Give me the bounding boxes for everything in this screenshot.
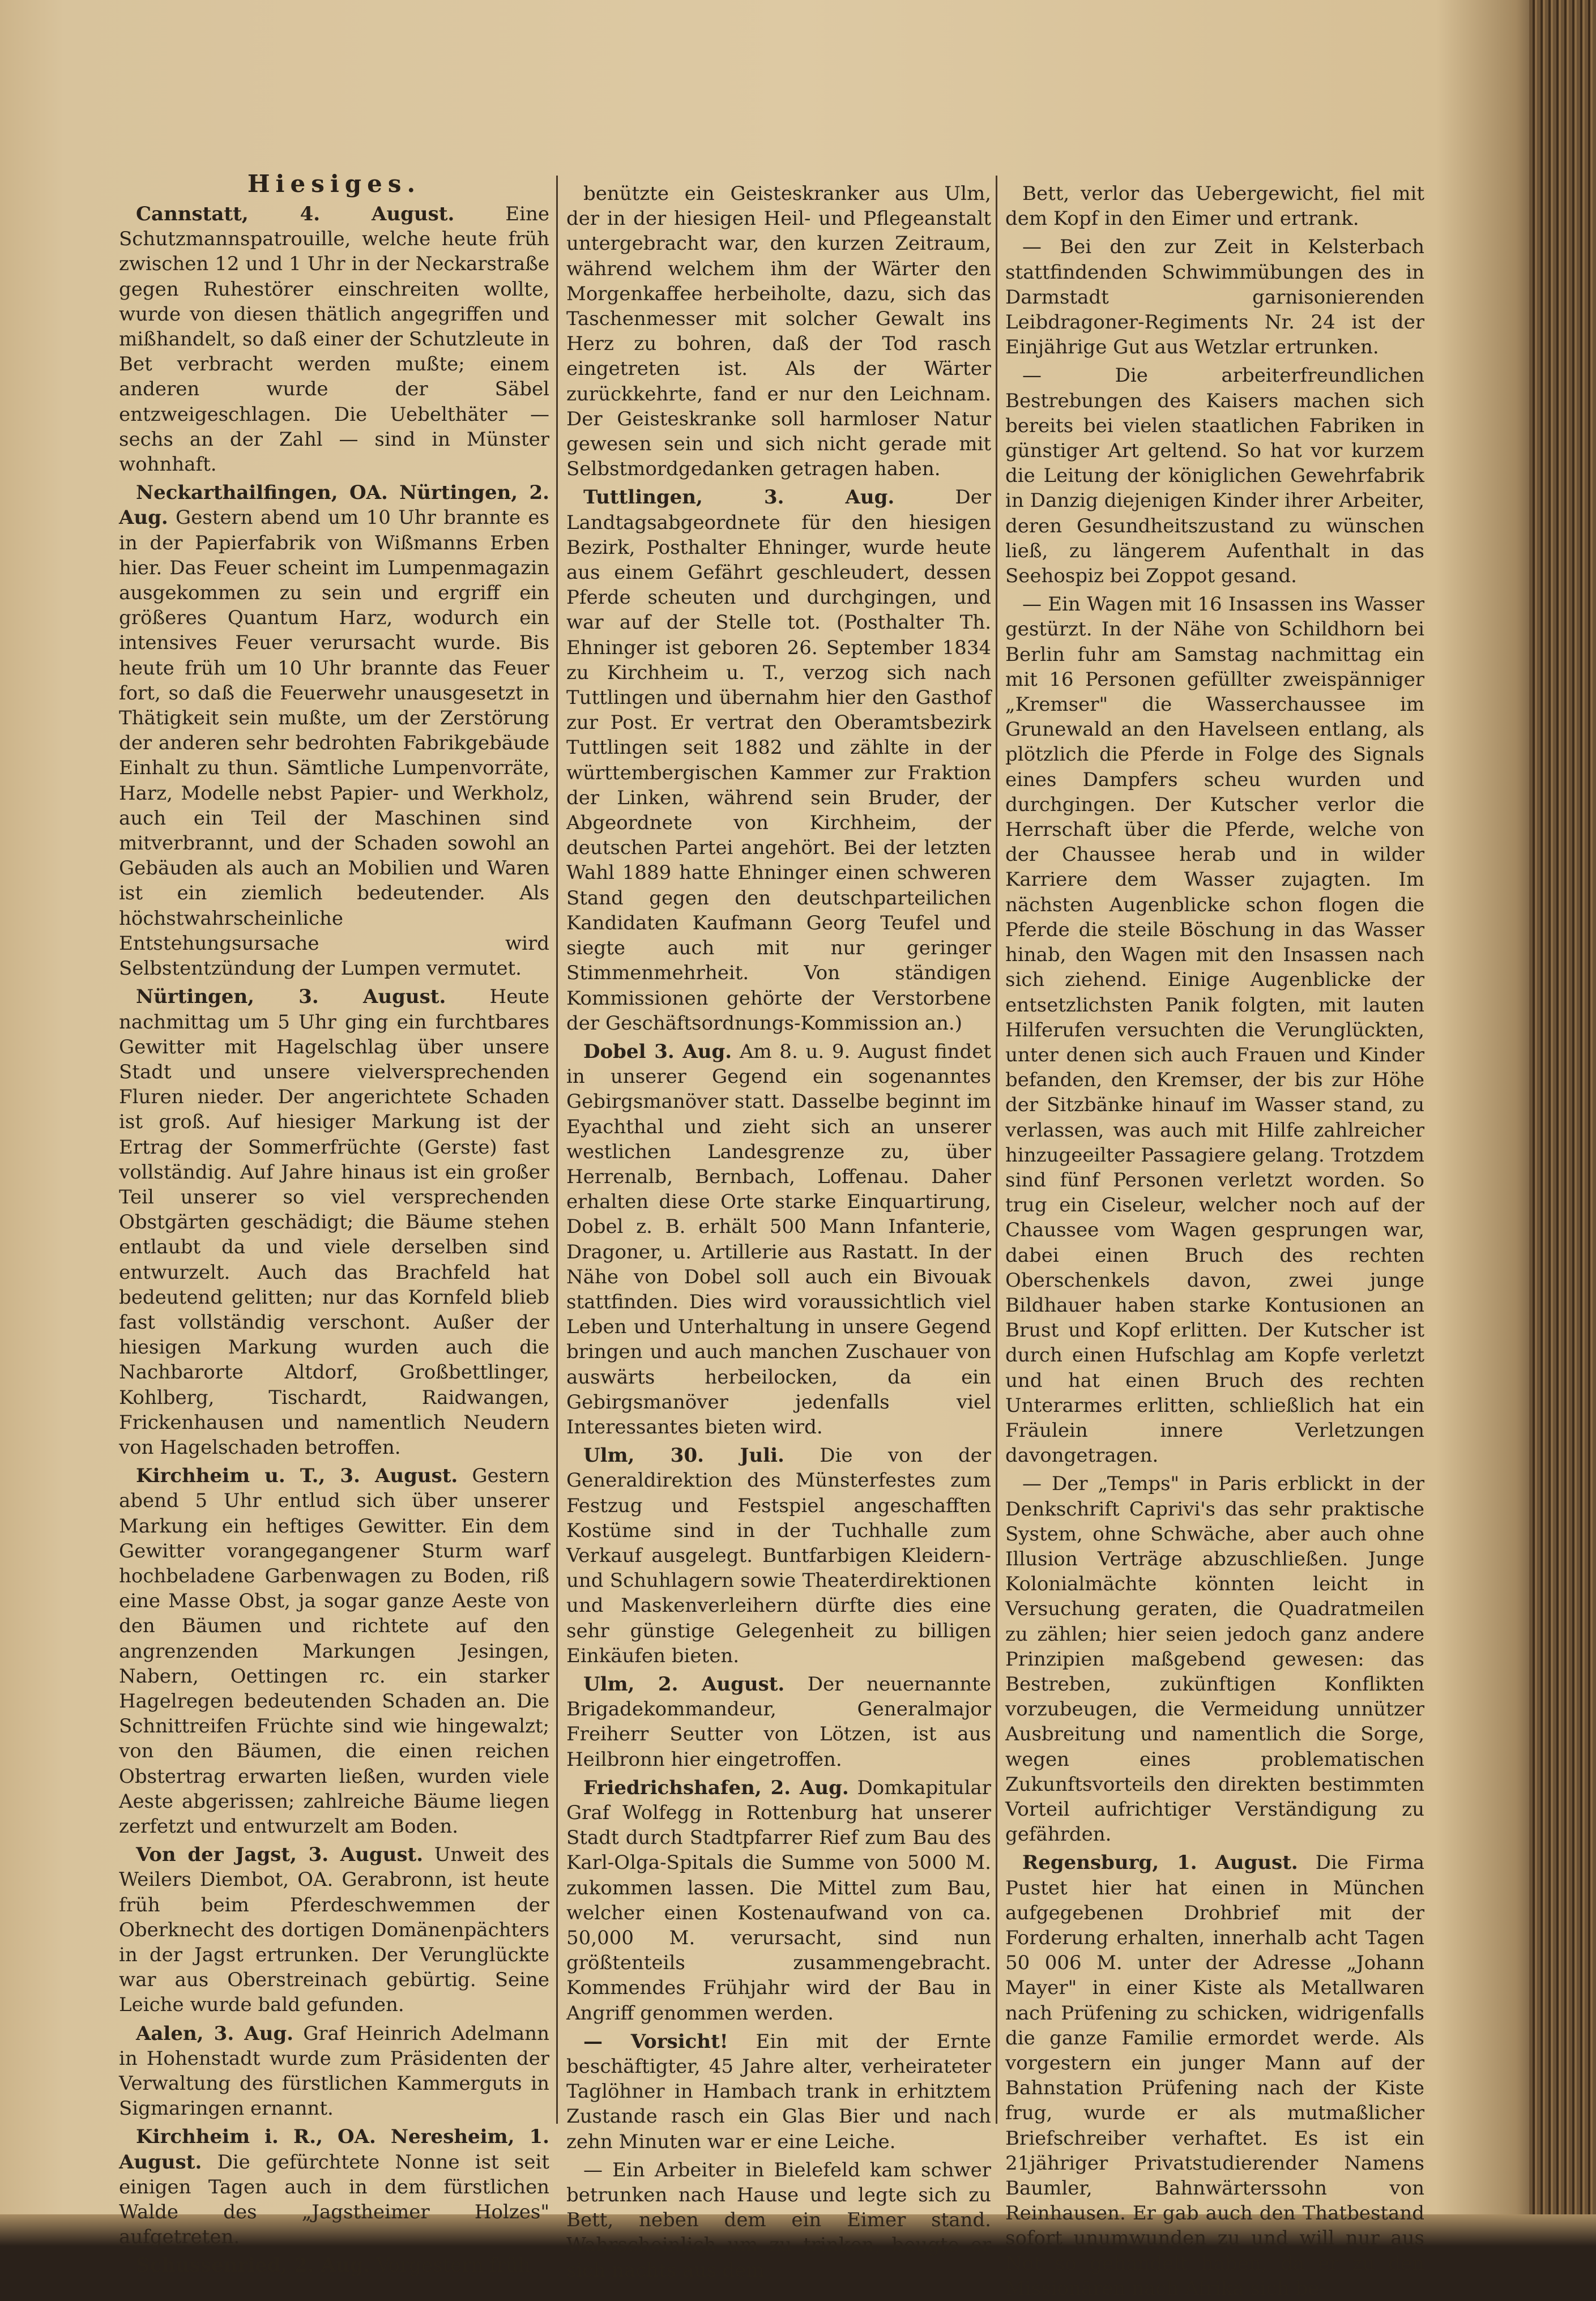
news-dateline: Neckarthailfingen, OA. Nürtingen, 2. Aug.	[119, 481, 549, 530]
news-item	[1005, 1471, 1424, 1847]
news-text: Gestern abend um 10 Uhr brannte es in der Papierfabrik von Wißmanns Erben hier. Das Feuer scheint im Lumpenmagazin ausgekommen zu sein und ergriff ein größeres Quantum Harz, wodurch ein intensives Feuer verursacht wurde. Bis heute früh um 10 Uhr brannte das Feuer fort, so daß die Feuerwehr unausgesetzt in Thätigkeit sein mußte, um der Zerstörung der anderen sehr bedrohten Fabrikgebäude Einhalt zu thun. Sämtliche Lumpenvorräte, Harz, Modelle nebst Papier- und Werkholz, auch ein Teil der Maschinen sind mitverbrannt, und der Schaden sowohl an Gebäuden als auch an Mobilien und Waren ist ein ziemlich bedeutender. Als höchstwahrscheinliche Entstehungsursache wird Selbstentzündung der Lumpen vermutet.	[119, 506, 549, 980]
news-text: Die gefürchtete Nonne ist seit einigen Tagen auch in dem fürstlichen Walde des „Jagstheimer Holzes" aufgetreten.	[119, 2150, 550, 2249]
news-text: — Der „Temps" in Paris erblickt in der Denkschrift Caprivi's das sehr praktische System, ohne Schwäche, aber auch ohne Illusion Verträge abzuschließen. Junge Kolonialmächte könnten leicht in Versuchung geraten, die Quadratmeilen zu zählen; hier seien jedoch ganz andere Prinzipien maßgebend gewesen: das Bestreben, zukünftigen Konflikten vorzubeugen, die Vermeidung unnützer Ausbreitung und namentlich die Sorge, wegen eines problematischen Zukunftsvorteils den direkten bestimmten Vorteil aufrichtiger Verständigung zu gefährden.	[1005, 1472, 1424, 1846]
news-text: Eine Schutzmannspatrouille, welche heute früh zwischen 12 und 1 Uhr in der Neckarstraße gegen Ruhestörer einschreiten wollte, wurde von diesen thätlich angegriffen und mißhandelt, so daß einer der Schutzleute in Bet verbracht werden mußte; einem anderen wurde der Säbel entzweigeschlagen. Die Uebelthäter — sechs an der Zahl — sind in Münster wohnhaft.	[119, 203, 549, 476]
news-text: Der neuernannte Brigadekommandeur, Generalmajor Freiherr Seutter von Lötzen, ist aus Heilbronn hier eingetroffen.	[566, 1672, 991, 1771]
news-item	[566, 1039, 991, 1440]
news-item	[566, 1672, 991, 1772]
news-dateline: Ulm, 30. Juli.	[583, 1444, 784, 1467]
news-text: Die Firma Pustet hier hat einen in München aufgegebenen Drohbrief mit der Forderung erhalten, innerhalb acht Tagen 50 006 M. unter der Adresse „Johann Mayer" in einer Kiste als Metallwaren nach Prüfening zu schicken, widrigenfalls die ganze Familie ermordet werde. Als vorgestern ein junger Mann auf der Bahnstation Prüfening nach der Kiste frug, wurde er als mutmaßlicher Briefschreiber verhaftet. Es ist ein 21jähriger Privatstudierender Namens Baumler, Bahnwärterssohn von Reinhausen. Er gab auch den Thatbestand sofort unumwunden zu und will nur aus Not so gehandelt haben, da er zu den Missionären nach Afrika sich be-	[1005, 1851, 1424, 2300]
column-1	[119, 170, 550, 2277]
news-text: Bett, verlor das Uebergewicht, fiel mit dem Kopf in den Eimer und ertrank.	[1005, 182, 1424, 230]
column-2	[566, 181, 992, 2282]
news-dateline: Friedrichshafen, 2. Aug.	[583, 1776, 849, 1799]
news-dateline: Cannstatt, 4. August.	[136, 203, 455, 225]
news-text: — Ein Wagen mit 16 Insassen ins Wasser gestürzt. In der Nähe von Schildhorn bei Berlin fuhr am Samstag nachmittag ein mit 16 Personen gefüllter zweispänniger „Kremser" die Wasserchaussee im Grunewald an den Havelseen entlang, als plötzlich die Pferde in Folge des Signals eines Dampfers scheu wurden und durchgingen. Der Kutscher verlor die Herrschaft über die Pferde, welche von der Chaussee herab und in wilder Karriere dem Wasser zujagten. Im nächsten Augenblicke schon flogen die Pferde die steile Böschung in das Wasser hinab, den Wagen mit den Insassen nach sich ziehend. Einige Augenblicke der entsetzlichsten Panik folgten, mit lauten Hilferufen versuchten die Verunglückten, unter denen sich auch Frauen und Kinder befanden, den Kremser, der bis zur Höhe der Sitzbänke hinauf im Wasser stand, zu verlassen, was auch mit Hilfe zahlreicher hinzugeeilter Passagiere gelang. Trotzdem sind fünf Personen verletzt worden. So trug ein Ciseleur, welcher noch auf der Chaussee vom Wagen gesprungen war, dabei einen Bruch des rechten Oberschenkels davon, zwei junge Bildhauer haben starke Kontusionen an Brust und Kopf erlitten. Der Kutscher ist durch einen Hufschlag am Kopfe verletzt und hat einen Bruch des rechten Unterarmes erlitten, schließlich hat ein Fräulein innere Verletzungen davongetragen.	[1005, 593, 1424, 1467]
news-text: Gestern abend 5 Uhr entlud sich über unserer Markung ein heftiges Gewitter. Ein dem Gewitter vorangegangener Sturm warf hochbeladene Garbenwagen zu Boden, riß eine Masse Obst, ja sogar ganze Aeste von den Bäumen und richtete auf den angrenzenden Markungen Jesingen, Nabern, Oettingen rc. ein starker Hagelregen bedeutenden Schaden an. Die Schnittreifen Früchte sind wie hingewalzt; von den Bäumen, die einen reichen Obstertrag erwarten ließen, wurden viele Aeste abgerissen; zahlreiche Bäume liegen zerfetzt und entwurzelt am Boden.	[119, 1465, 550, 1838]
news-text: Ein mit der Ernte beschäftigter, 45 Jahre alter, verheirateter Taglöhner in Hambach trank in erhitztem Zustande rasch ein Glas Bier und nach zehn Minuten war er eine Leiche.	[566, 2030, 992, 2153]
news-item	[566, 485, 991, 1035]
news-text: — Ein Arbeiter in Bielefeld kam schwer betrunken nach Hause und legte sich zu Bett, neben dem ein Eimer stand. Wahrscheinlich um zu trinken, beugte er sich nachts aus dem	[566, 2158, 991, 2282]
news-item	[119, 2021, 549, 2121]
news-dateline: Dobel 3. Aug.	[583, 1040, 732, 1063]
news-item	[566, 2158, 991, 2283]
news-item	[119, 202, 549, 477]
news-item	[1005, 592, 1424, 1468]
news-dateline: Kirchheim u. T., 3. August.	[136, 1465, 458, 1488]
news-item	[1005, 234, 1424, 360]
news-item	[119, 2124, 549, 2249]
news-text: Heute nachmittag um 5 Uhr ging ein furchtbares Gewitter mit Hagelschlag über unsere Stadt und unsere vielversprechenden Fluren nieder. Der angerichtete Schaden ist groß. Auf hiesiger Markung ist der Ertrag der Sommerfrüchte (Gerste) fast vollständig. Auf Jahre hinaus ist ein großer Teil unserer so viel versprechenden Obstgärten geschädigt; die Bäume stehen entlaubt da und viele derselben sind entwurzelt. Auch das Brachfeld hat bedeutend gelitten; nur das Kornfeld blieb fast vollständig verschont. Außer der hiesigen Markung wurden auch die Nachbarorte Altdorf, Großbettlinger, Kohlberg, Tischardt, Raidwangen, Frickenhausen und namentlich Neudern von Hagelschaden betroffen.	[119, 985, 549, 1459]
news-text: — Bei den zur Zeit in Kelsterbach stattfindenden Schwimmübungen des in Darmstadt garnisonierenden Leibdragoner-Regiments Nr. 24 ist der Einjährige Gut aus Wetzlar ertrunken.	[1005, 236, 1424, 359]
news-item	[119, 1463, 549, 1839]
news-item	[119, 984, 549, 1460]
news-dateline: Tuttlingen, 3. Aug.	[583, 486, 895, 509]
news-text: Der Landtagsabgeordnete für den hiesigen Bezirk, Posthalter Ehninger, wurde heute aus einem Gefährt geschleudert, dessen Pferde scheuten und durchgingen, und war auf der Stelle tot. (Posthalter Th. Ehninger ist geboren 26. September 1834 zu Kirchheim u. T., verzog sich nach Tuttlingen und übernahm hier den Gasthof zur Post. Er vertrat den Oberamtsbezirk Tuttlingen seit 1882 und zählte in der württembergischen Kammer zur Fraktion der Linken, während sein Bruder, der Abgeordnete von Kirchheim, der deutschen Partei angehört. Bei der letzten Wahl 1889 hatte Ehninger einen schweren Stand gegen den deutschparteilichen Kandidaten Kaufmann Georg Teufel und siegte auch mit nur geringer Stimmenmehrheit. Von ständigen Kommissionen gehörte der Verstorbene der Geschäftsordnungs-Kommission an.)	[566, 486, 991, 1035]
news-item	[119, 1842, 549, 2017]
news-text: Unweit des Weilers Diembot, OA. Gerabronn, ist heute früh beim Pferdeschwemmen der Oberknecht des dortigen Domänenpächters in der Jagst ertrunken. Der Verunglückte war aus Oberstreinach gebürtig. Seine Leiche wurde bald gefunden.	[119, 1843, 549, 2017]
news-item	[119, 480, 549, 981]
column-3	[1005, 181, 1424, 2300]
column-rule	[556, 176, 558, 2124]
section-heading: Hiesiges.	[247, 170, 421, 198]
news-dateline: Aalen, 3. Aug.	[136, 2022, 294, 2045]
news-item	[566, 1443, 991, 1668]
news-text: — Die arbeiterfreundlichen Bestrebungen des Kaisers machen sich bereits bei vielen staatlichen Fabriken in günstiger Art geltend. So hat vor kurzem die Leitung der königlichen Gewehrfabrik in Danzig diejenigen Kinder ihrer Arbeiter, deren Gesundheitszustand zu wünschen ließ, zu längerem Aufenthalt in das Seehospiz bei Zoppot gesand.	[1005, 364, 1424, 588]
column-rule	[996, 176, 997, 2124]
news-item	[1005, 1850, 1424, 2301]
news-dateline: — Vorsicht!	[583, 2030, 728, 2053]
news-item	[1005, 181, 1424, 231]
news-item	[1005, 363, 1424, 588]
news-text: benützte ein Geisteskranker aus Ulm, der in der hiesigen Heil- und Pflegeanstalt untergebracht war, den kurzen Zeitraum, während welchem ihm der Wärter den Morgenkaffee herbeiholte, dazu, sich das Taschenmesser mit solcher Gewalt ins Herz zu bohren, daß der Tod rasch eingetreten ist. Als der Wärter zurückkehrte, fand er nur den Leichnam. Der Geisteskranke soll harmloser Natur gewesen sein und sich nicht gerade mit Selbstmordgedanken getragen haben.	[566, 182, 991, 481]
news-text: Die von der Generaldirektion des Münsterfestes zum Festzug und Festspiel angeschafften Kostüme sind in der Tuchhalle zum Verkauf ausgelegt. Buntfarbigen Kleidern- und Schuhlagern sowie Theaterdirektionen und Maskenverleihern dürfte dies eine sehr günstige Gelegenheit zu billigen Einkäufen bieten.	[566, 1444, 991, 1667]
news-item	[119, 2253, 549, 2278]
news-text: Am 8. u. 9. August findet in unserer Gegend ein sogenanntes Gebirgsmanöver statt. Dasselbe beginnt im Eyachthal und zieht sich an unserer westlichen Landesgrenze zu, über Herrenalb, Bernbach, Loffenau. Daher erhalten diese Orte starke Einquartirung, Dobel z. B. erhält 500 Mann Infanterie, Dragoner, u. Artillerie aus Rastatt. In der Nähe von Dobel soll auch ein Bivouak stattfinden. Dies wird voraussichtlich viel Leben und Unterhaltung in unsere Gegend bringen und auch manchen Zuschauer von auswärts herbeilocken, da ein Gebirgsmanöver jedenfalls viel Interessantes bieten wird.	[566, 1040, 991, 1438]
book-binding-edge	[1529, 0, 1596, 2246]
news-text: Vorgestern früh	[376, 2254, 531, 2277]
news-dateline: Ulm, 2. August.	[583, 1672, 785, 1696]
news-text: Graf Heinrich Adelmann in Hohenstadt wurde zum Präsidenten der Verwaltung des fürstlichen Kammerguts in Sigmaringen ernannt.	[119, 2022, 549, 2120]
news-dateline: Von der Jagst, 3. August.	[136, 1843, 424, 1867]
news-dateline: Kirchheim i. R., OA. Neresheim, 1. August.	[119, 2125, 549, 2174]
news-dateline: Regensburg, 1. August.	[1022, 1851, 1298, 1875]
news-text: Domkapitular Graf Wolfegg in Rottenburg hat unserer Stadt durch Stadtpfarrer Rief zum Bau des Karl-Olga-Spitals die Summe von 5000 M. zukommen lassen. Die Mittel zum Bau, welcher einen Kostenaufwand von ca. 50,000 M. verursacht, sind nun größtenteils zusammengebracht. Kommendes Frühjahr wird der Bau in Angriff genommen werden.	[566, 1776, 991, 2025]
news-dateline: Nürtingen, 3. August.	[136, 985, 446, 1009]
news-item	[566, 181, 991, 481]
news-item	[566, 1775, 991, 2026]
news-dateline: Schussenried, 2. Aug.	[136, 2254, 370, 2277]
news-item	[566, 2029, 991, 2154]
